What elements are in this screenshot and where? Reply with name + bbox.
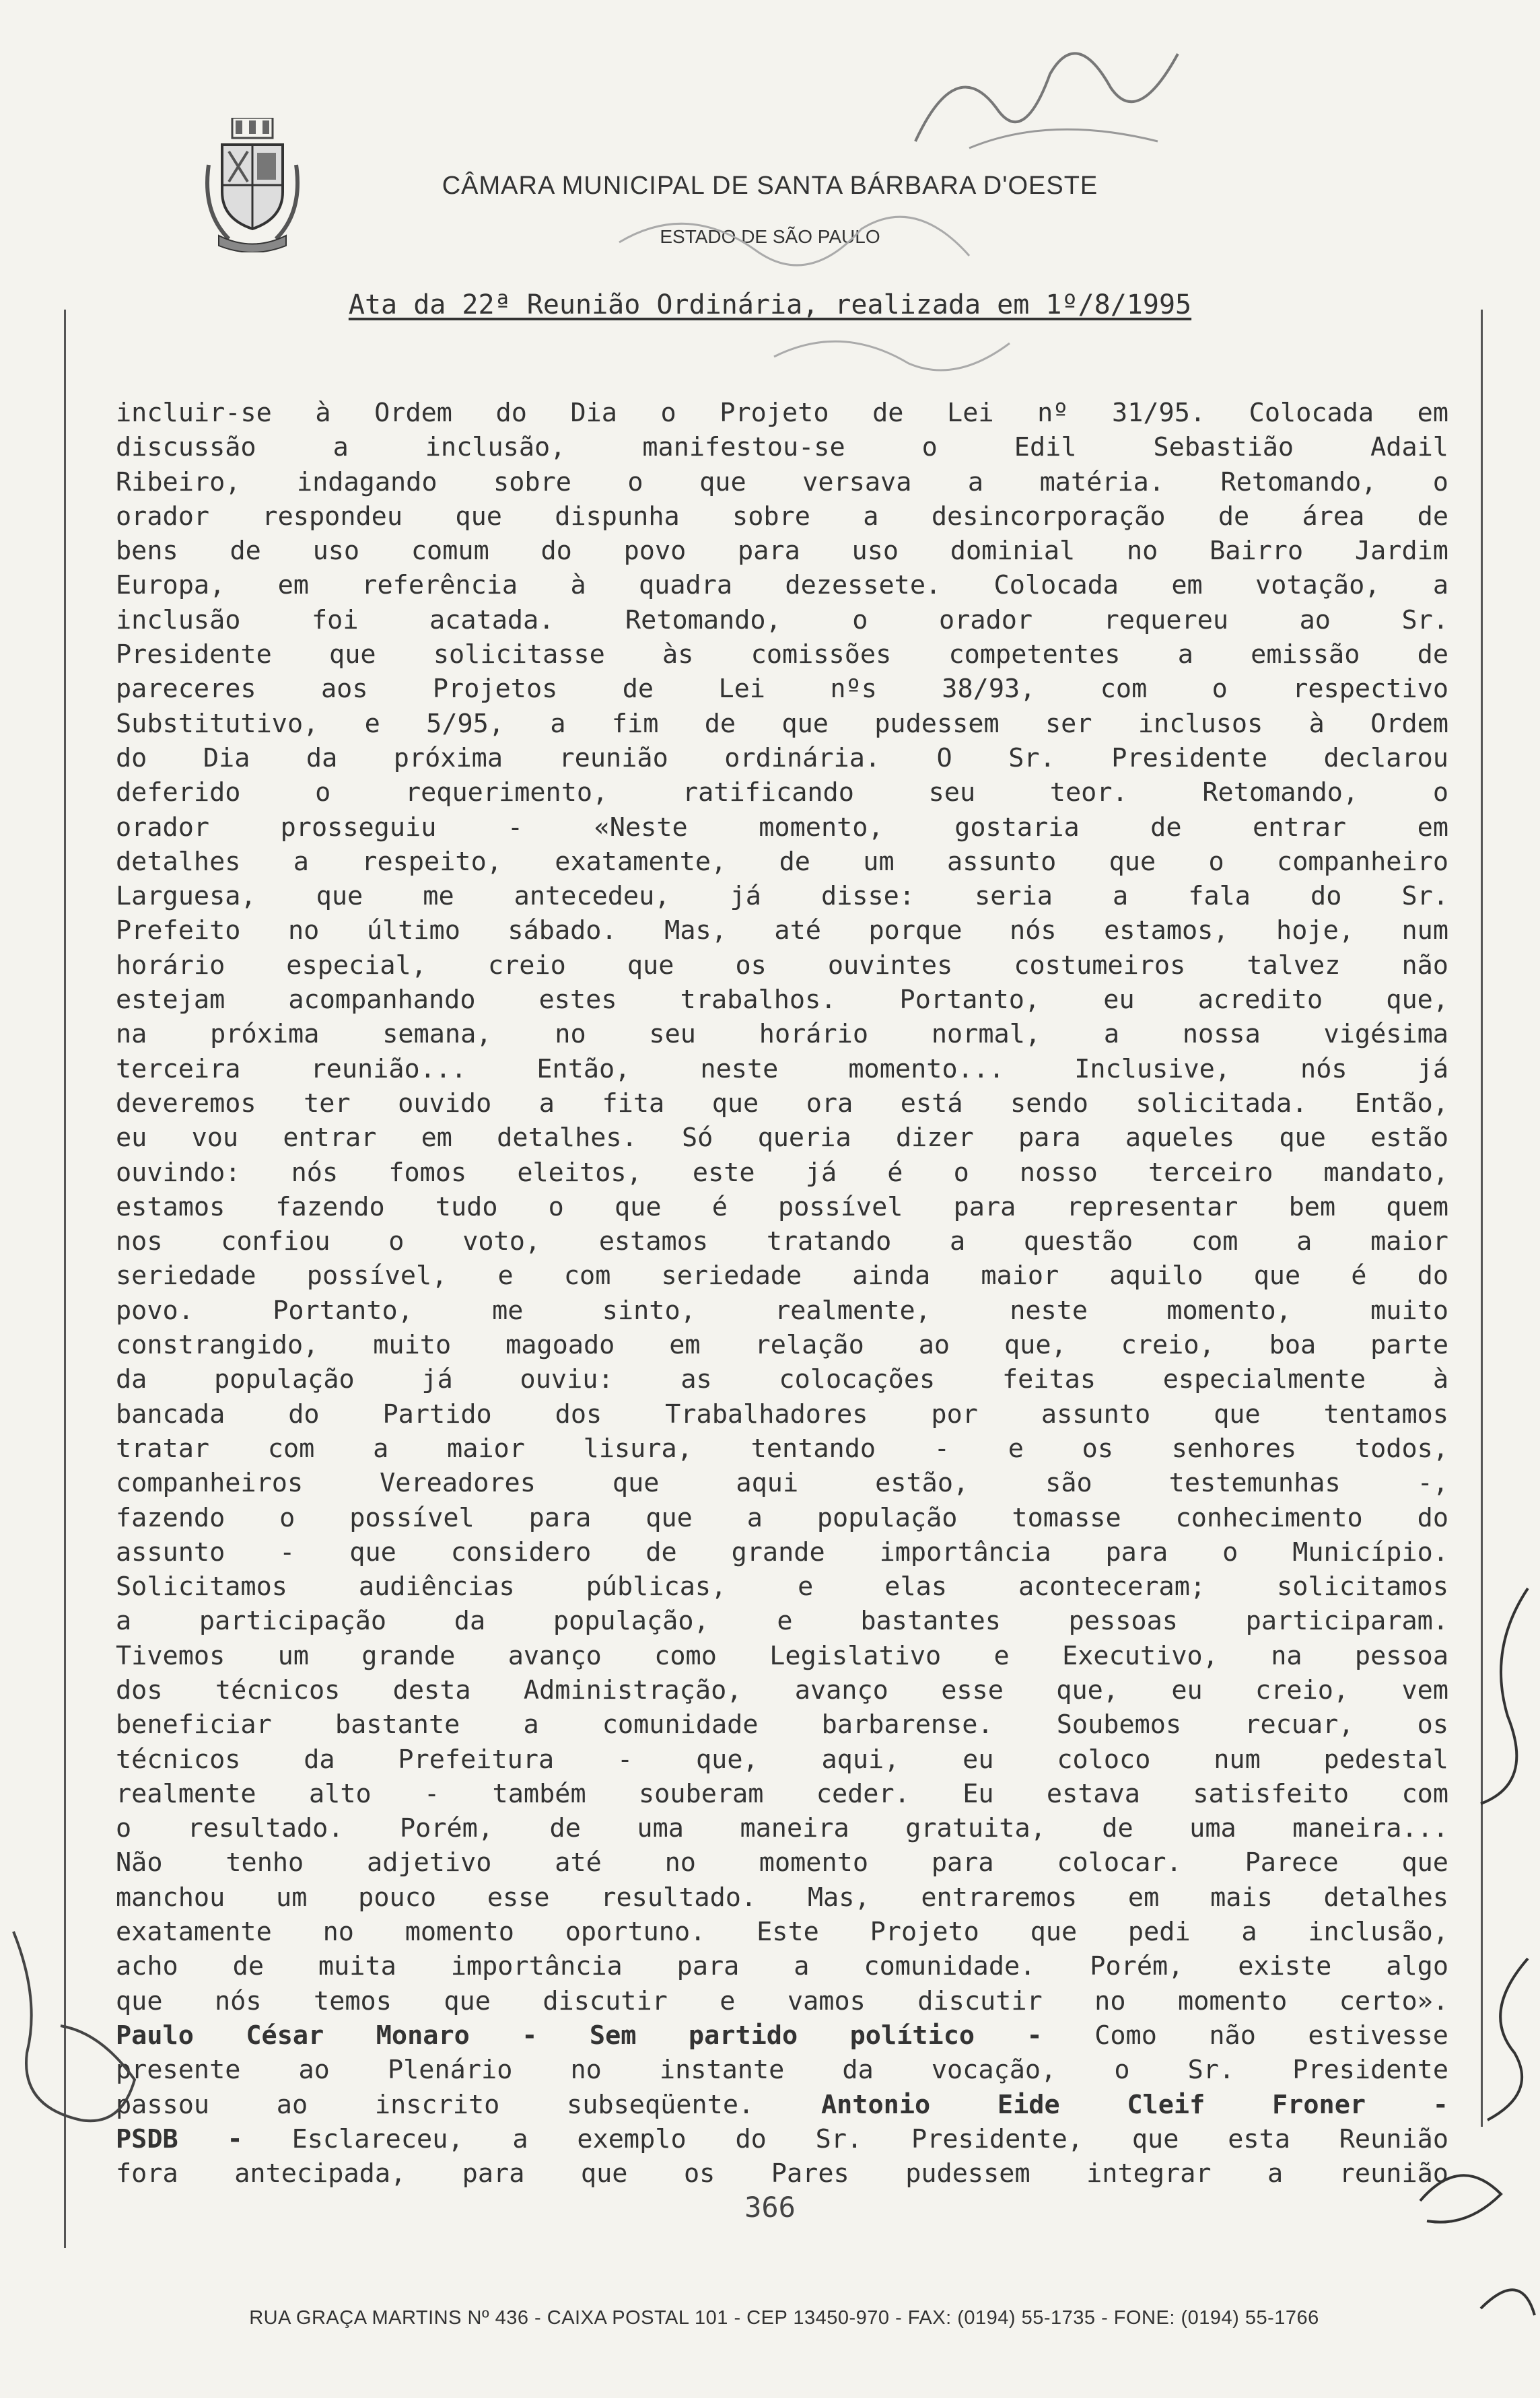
body-line: da população já ouviu: as colocações feitas especialmente à bbox=[116, 1364, 1448, 1395]
footer-address: RUA GRAÇA MARTINS Nº 436 - CAIXA POSTAL 101 - CEP 13450-970 - FAX: (0194) 55-1735 - FONE: (0194) 55-1766 bbox=[249, 2307, 1319, 2329]
institution-name: CÂMARA MUNICIPAL DE SANTA BÁRBARA D'OESTE bbox=[442, 172, 1098, 200]
body-line: discussão a inclusão, manifestou-se o Edil Sebastião Adail bbox=[116, 432, 1448, 463]
body-line: presente ao Plenário no instante da vocação, o Sr. Presidente bbox=[116, 2055, 1448, 2086]
right-margin-rule bbox=[1481, 310, 1483, 2127]
body-line: constrangido, muito magoado em relação ao que, creio, boa parte bbox=[116, 1330, 1448, 1361]
signature-top-1 bbox=[875, 13, 1212, 168]
body-line: manchou um pouco esse resultado. Mas, entraremos em mais detalhes bbox=[116, 1882, 1448, 1913]
body-line: Solicitamos audiências públicas, e elas aconteceram; solicitamos bbox=[116, 1572, 1448, 1602]
body-line: beneficiar bastante a comunidade barbarense. Soubemos recuar, os bbox=[116, 1709, 1448, 1740]
body-line: fora antecipada, para que os Pares pudessem integrar a reunião bbox=[116, 2158, 1448, 2189]
body-line: nos confiou o voto, estamos tratando a questão com a maior bbox=[116, 1226, 1448, 1257]
body-line: eu vou entrar em detalhes. Só queria dizer para aqueles que estão bbox=[116, 1123, 1448, 1154]
body-line: incluir-se à Ordem do Dia o Projeto de Lei nº 31/95. Colocada em bbox=[116, 398, 1448, 428]
body-line: acho de muita importância para a comunidade. Porém, existe algo bbox=[116, 1951, 1448, 1982]
body-line: o resultado. Porém, de uma maneira gratuita, de uma maneira... bbox=[116, 1813, 1448, 1844]
body-line: deferido o requerimento, ratificando seu teor. Retomando, o bbox=[116, 777, 1448, 808]
body-line: assunto - que considero de grande importância para o Município. bbox=[116, 1537, 1448, 1567]
body-line: realmente alto - também souberam ceder. Eu estava satisfeito com bbox=[116, 1778, 1448, 1809]
body-line: a participação da população, e bastantes pessoas participaram. bbox=[116, 1606, 1448, 1637]
body-line: estamos fazendo tudo o que é possível para representar bem quem bbox=[116, 1191, 1448, 1222]
body-line: bancada do Partido dos Trabalhadores por assunto que tentamos bbox=[116, 1399, 1448, 1430]
body-line: bens de uso comum do povo para uso dominial no Bairro Jardim bbox=[116, 536, 1448, 567]
body-line: Tivemos um grande avanço como Legislativo e Executivo, na pessoa bbox=[116, 1640, 1448, 1671]
body-line: companheiros Vereadores que aqui estão, são testemunhas -, bbox=[116, 1468, 1448, 1499]
speaker-name-monaro: Paulo César Monaro - Sem partido político - bbox=[116, 2020, 1043, 2051]
body-line: dos técnicos desta Administração, avanço esse que, eu creio, vem bbox=[116, 1674, 1448, 1705]
body-line: fazendo o possível para que a população tomasse conhecimento do bbox=[116, 1502, 1448, 1533]
state-name: ESTADO DE SÃO PAULO bbox=[660, 226, 880, 247]
body-line: terceira reunião... Então, neste momento... Inclusive, nós já bbox=[116, 1053, 1448, 1084]
body-line: estejam acompanhando estes trabalhos. Portanto, eu acredito que, bbox=[116, 985, 1448, 1016]
body-line: Europa, em referência à quadra dezessete. Colocada em votação, a bbox=[116, 570, 1448, 601]
body-line: que nós temos que discutir e vamos discutir no momento certo». bbox=[116, 1985, 1448, 2016]
body-line: povo. Portanto, me sinto, realmente, neste momento, muito bbox=[116, 1295, 1448, 1326]
body-line: orador respondeu que dispunha sobre a desincorporação de área de bbox=[116, 501, 1448, 532]
minutes-body bbox=[116, 396, 1448, 2191]
body-line: detalhes a respeito, exatamente, de um assunto que o companheiro bbox=[116, 846, 1448, 877]
body-line: orador prosseguiu - «Neste momento, gostaria de entrar em bbox=[116, 812, 1448, 843]
body-line: Ribeiro, indagando sobre o que versava a matéria. Retomando, o bbox=[116, 466, 1448, 497]
minutes-title: Ata da 22ª Reunião Ordinária, realizada em 1º/8/1995 bbox=[348, 289, 1192, 320]
body-line: pareceres aos Projetos de Lei nºs 38/93, com o respectivo bbox=[116, 674, 1448, 705]
body-line: Presidente que solicitasse às comissões competentes a emissão de bbox=[116, 639, 1448, 670]
speaker-party-froner: PSDB - bbox=[116, 2123, 243, 2154]
body-line: tratar com a maior lisura, tentando - e os senhores todos, bbox=[116, 1433, 1448, 1464]
body-line: Larguesa, que me antecedeu, já disse: seria a fala do Sr. bbox=[116, 881, 1448, 912]
page-number: 366 bbox=[744, 2191, 796, 2224]
speaker-line-froner-2: PSDB - Esclareceu, a exemplo do Sr. Presidente, que esta Reunião bbox=[116, 2123, 1449, 2154]
body-line: do Dia da próxima reunião ordinária. O Sr. Presidente declarou bbox=[116, 742, 1448, 773]
body-line: inclusão foi acatada. Retomando, o orador requereu ao Sr. bbox=[116, 604, 1448, 635]
speaker-name-froner: Antonio Eide Cleif Froner - bbox=[820, 2089, 1448, 2120]
left-margin-rule bbox=[64, 310, 66, 2248]
body-line: ouvindo: nós fomos eleitos, este já é o nosso terceiro mandato, bbox=[116, 1157, 1448, 1188]
body-line: Prefeito no último sábado. Mas, até porque nós estamos, hoje, num bbox=[116, 915, 1448, 946]
body-line: técnicos da Prefeitura - que, aqui, eu coloco num pedestal bbox=[116, 1744, 1448, 1775]
body-line: horário especial, creio que os ouvintes costumeiros talvez não bbox=[116, 950, 1448, 981]
body-line: Não tenho adjetivo até no momento para colocar. Parece que bbox=[116, 1847, 1448, 1878]
body-line: na próxima semana, no seu horário normal, a nossa vigésima bbox=[116, 1019, 1448, 1050]
speaker-line-monaro: Paulo César Monaro - Sem partido político - Como não estivesse bbox=[116, 2020, 1448, 2051]
body-line: Substitutivo, e 5/95, a fim de que pudessem ser inclusos à Ordem bbox=[116, 708, 1448, 739]
body-line: exatamente no momento oportuno. Este Projeto que pedi a inclusão, bbox=[116, 1917, 1448, 1948]
speaker-line-froner: passou ao inscrito subseqüente. Antonio Eide Cleif Froner - bbox=[116, 2089, 1448, 2120]
body-line: deveremos ter ouvido a fita que ora está sendo solicitada. Então, bbox=[116, 1088, 1448, 1119]
body-line: seriedade possível, e com seriedade ainda maior aquilo que é do bbox=[116, 1261, 1448, 1292]
